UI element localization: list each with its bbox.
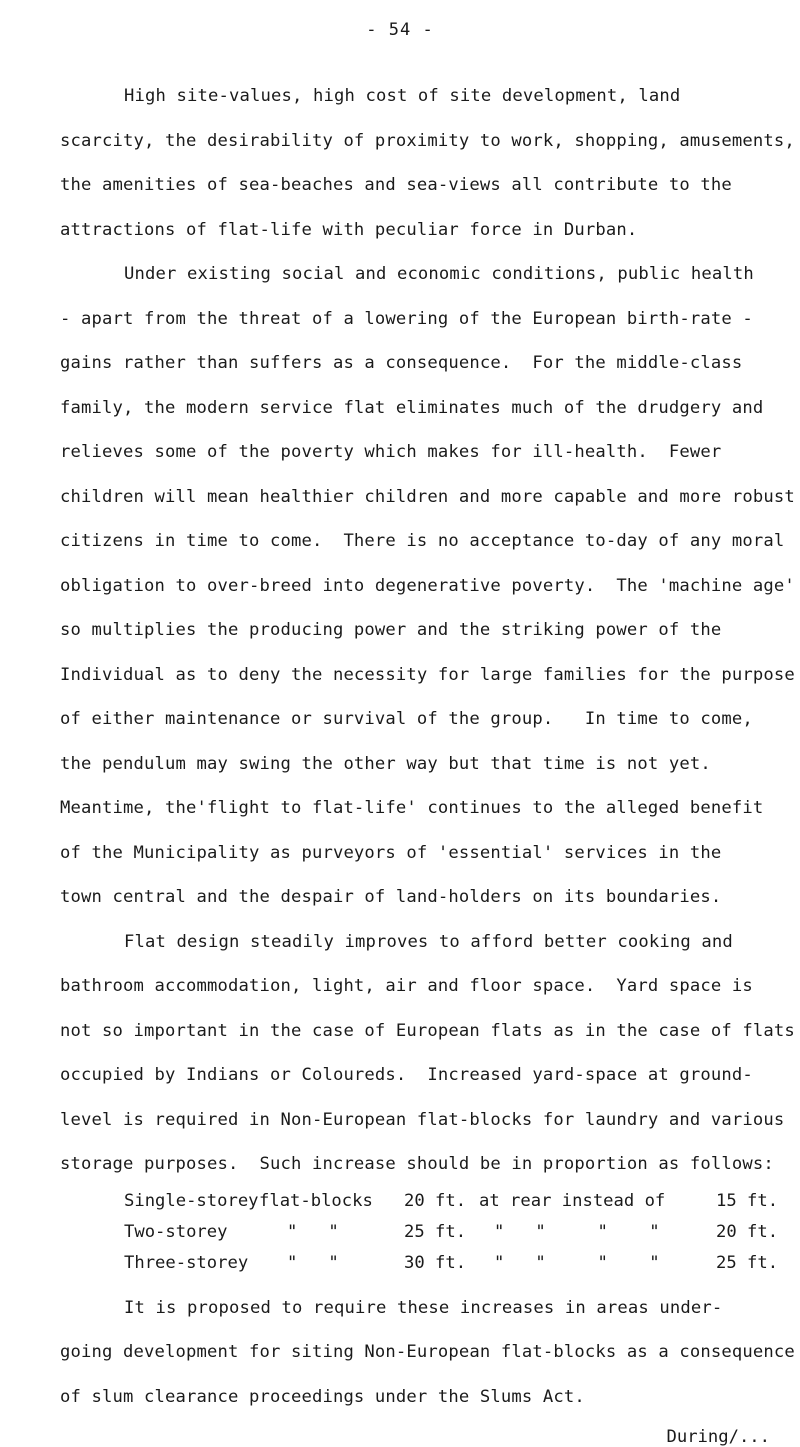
ditto-flat-blocks: flat-blocks (259, 1190, 373, 1211)
storey-type: Three-storey (124, 1252, 249, 1273)
paragraph4-line-1: It is proposed to require these increases in areas under- (124, 1297, 723, 1318)
yard-space-row-single (124, 1191, 784, 1215)
paragraph2-line-15: town central and the despair of land-holders on its boundaries. (60, 887, 722, 907)
ditto-flat-blocks: " " (287, 1221, 339, 1242)
required-yard-space: 25 ft. (404, 1221, 467, 1242)
paragraph2-line-11: of either maintenance or survival of the group. In time to come, (60, 709, 753, 729)
storey-type: Two-storey (124, 1221, 228, 1242)
storey-type: Single-storey (124, 1190, 259, 1211)
ditto-flat-blocks: " " (287, 1252, 339, 1273)
yard-space-row-two (124, 1222, 784, 1246)
previous-yard-space: 25 ft. (716, 1252, 779, 1273)
paragraph2-line-5: relieves some of the poverty which makes for ill-health. Fewer (60, 442, 722, 462)
required-yard-space: 30 ft. (404, 1252, 467, 1273)
paragraph4-line-2: going development for siting Non-European flat-blocks as a consequence (60, 1342, 795, 1362)
instead-of-phrase: at rear instead of (479, 1190, 666, 1211)
catchword: During/... (666, 1427, 770, 1447)
instead-of-phrase: " " " " (494, 1252, 660, 1273)
paragraph3-line-2: bathroom accommodation, light, air and floor space. Yard space is (60, 976, 753, 996)
paragraph2-line-12: the pendulum may swing the other way but that time is not yet. (60, 753, 711, 774)
paragraph2-line-2: - apart from the threat of a lowering of the European birth-rate - (60, 308, 753, 329)
paragraph2-line-4: family, the modern service flat eliminates much of the drudgery and (60, 397, 764, 418)
paragraph2-line-7: citizens in time to come. There is no acceptance to-day of any moral (60, 531, 785, 551)
paragraph3-line-3: not so important in the case of European flats as in the case of flats (60, 1020, 795, 1041)
paragraph3-line-6: storage purposes. Such increase should be in proportion as follows: (60, 1154, 774, 1174)
paragraph2-line-8: obligation to over-breed into degenerative poverty. The 'machine age' (60, 575, 795, 596)
paragraph3-line-5: level is required in Non-European flat-blocks for laundry and various (60, 1109, 785, 1130)
required-yard-space: 20 ft. (404, 1190, 467, 1211)
previous-yard-space: 20 ft. (716, 1221, 779, 1242)
paragraph4-line-3: of slum clearance proceedings under the Slums Act. (60, 1386, 585, 1407)
paragraph2-line-13: Meantime, the'flight to flat-life' continues to the alleged benefit (60, 798, 764, 818)
paragraph2-line-6: children will mean healthier children and more capable and more robust (60, 486, 795, 507)
paragraph3-line-4: occupied by Indians or Coloureds. Increased yard-space at ground- (60, 1065, 753, 1085)
paragraph2-line-14: of the Municipality as purveyors of 'essential' services in the (60, 842, 722, 863)
yard-space-row-three (124, 1253, 784, 1277)
paragraph2-line-3: gains rather than suffers as a consequence. For the middle-class (60, 353, 743, 373)
paragraph2-line-1: Under existing social and economic conditions, public health (124, 264, 754, 284)
paragraph3-line-1: Flat design steadily improves to afford better cooking and (124, 931, 733, 952)
paragraph1-line-1: High site-values, high cost of site development, land (124, 86, 681, 106)
page-number: - 54 - (366, 20, 434, 40)
paragraph1-line-2: scarcity, the desirability of proximity to work, shopping, amusements, (60, 130, 795, 151)
previous-yard-space: 15 ft. (716, 1190, 779, 1211)
instead-of-phrase: " " " " (494, 1221, 660, 1242)
paragraph2-line-10: Individual as to deny the necessity for large families for the purpose (60, 664, 795, 685)
paragraph1-line-3: the amenities of sea-beaches and sea-views all contribute to the (60, 175, 732, 195)
paragraph2-line-9: so multiplies the producing power and the striking power of the (60, 620, 722, 640)
paragraph1-line-4: attractions of flat-life with peculiar force in Durban. (60, 219, 638, 240)
